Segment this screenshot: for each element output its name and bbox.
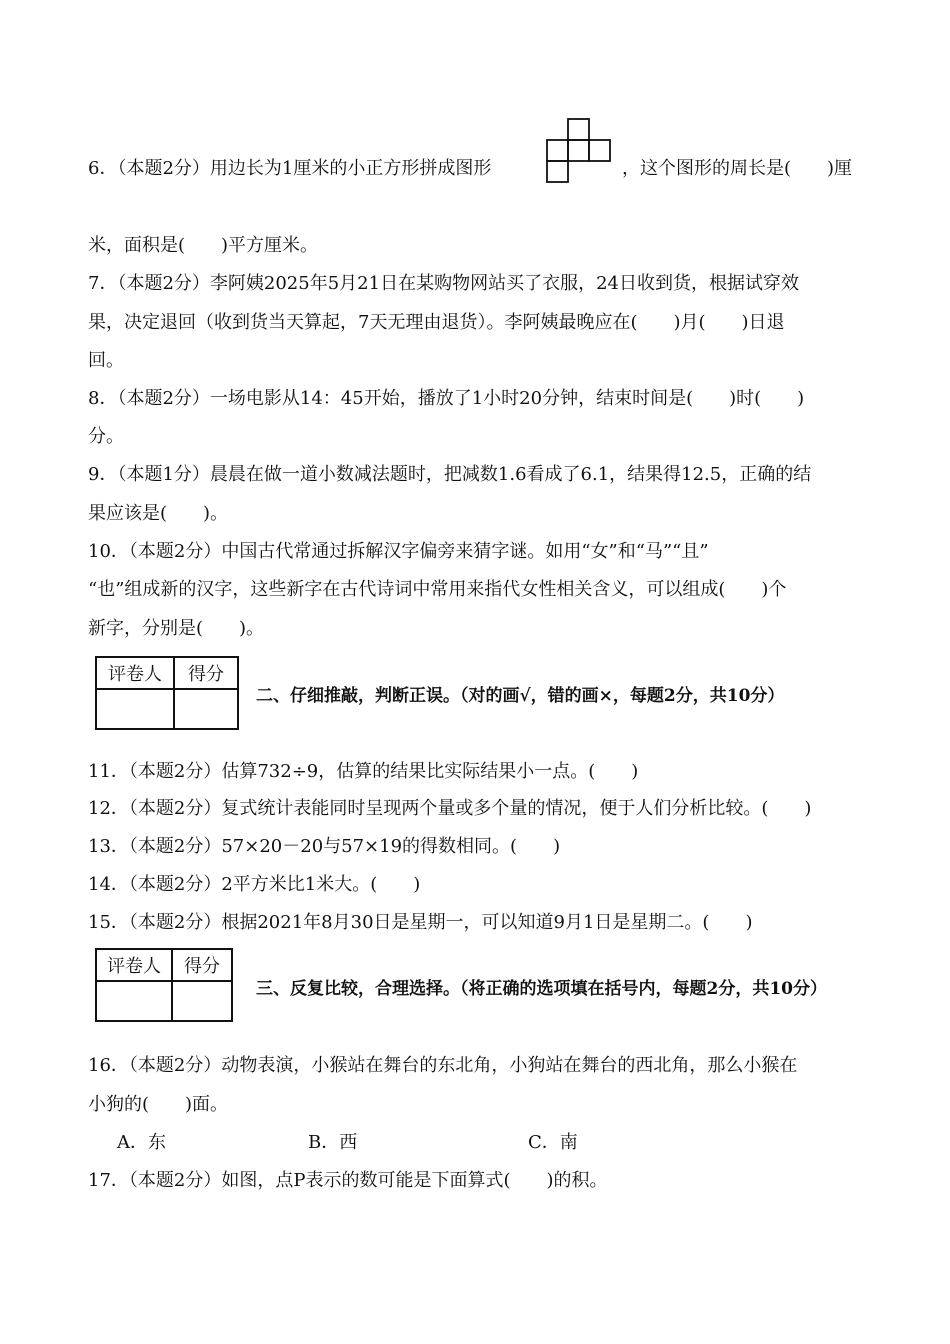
q15: 15．（本题2分）根据2021年8月30日是星期一，可以知道9月1日是星期二。( ) — [88, 912, 753, 933]
reviewer-cell[interactable] — [96, 689, 174, 729]
q9-line1: 9．（本题1分）晨晨在做一道小数减法题时，把减数1.6看成了6.1，结果得12.5，正确的结 — [88, 464, 812, 485]
reviewer-label: 评卷人 — [96, 949, 172, 981]
q6-line1-after: ，这个图形的周长是( )厘 — [622, 158, 853, 179]
q16-option-a[interactable]: A．东 — [117, 1132, 166, 1153]
q16-option-b[interactable]: B．西 — [308, 1132, 358, 1153]
score-cell[interactable] — [172, 981, 232, 1021]
section2-title: 二、仔细推敲，判断正误。（对的画√，错的画×，每题2分，共10分） — [256, 686, 785, 706]
q10-line3: 新字，分别是( )。 — [88, 618, 265, 639]
q13: 13．（本题2分）57×20－20与57×19的得数相同。( ) — [88, 836, 561, 857]
q16-line2: 小狗的( )面。 — [88, 1094, 229, 1115]
q6-line1-before: 6．（本题2分）用边长为1厘米的小正方形拼成图形 — [88, 158, 492, 179]
score-label: 得分 — [172, 949, 232, 981]
q8-line1: 8．（本题2分）一场电影从14：45开始，播放了1小时20分钟，结束时间是( )时( ) — [88, 388, 805, 409]
section2-score-table — [95, 656, 239, 730]
q6-line2: 米，面积是( )平方厘米。 — [88, 235, 319, 256]
score-label: 得分 — [174, 657, 238, 689]
q14: 14．（本题2分）2平方米比1米大。( ) — [88, 874, 421, 895]
score-cell[interactable] — [174, 689, 238, 729]
q10-line2: “也”组成新的汉字，这些新字在古代诗词中常用来指代女性相关含义，可以组成( )个 — [88, 579, 787, 600]
q11: 11．（本题2分）估算732÷9，估算的结果比实际结果小一点。( ) — [88, 761, 639, 782]
q16-option-c[interactable]: C．南 — [528, 1132, 578, 1153]
q7-line2: 果，决定退回（收到货当天算起，7天无理由退货）。李阿姨最晚应在( )月( )日退 — [88, 312, 785, 333]
reviewer-cell[interactable] — [96, 981, 172, 1021]
q7-line1: 7．（本题2分）李阿姨2025年5月21日在某购物网站买了衣服，24日收到货，根据试穿效 — [88, 273, 799, 294]
q16-line1: 16．（本题2分）动物表演，小猴站在舞台的东北角，小狗站在舞台的西北角，那么小猴在 — [88, 1055, 798, 1076]
section3-score-table — [95, 948, 233, 1022]
q9-line2: 果应该是( )。 — [88, 503, 229, 524]
reviewer-label: 评卷人 — [96, 657, 174, 689]
q8-line2: 分。 — [88, 426, 124, 447]
q7-line3: 回。 — [88, 350, 124, 371]
square-figure-diagram — [546, 118, 614, 188]
section3-title: 三、反复比较，合理选择。（将正确的选项填在括号内，每题2分，共10分） — [256, 979, 827, 999]
q10-line1: 10．（本题2分）中国古代常通过拆解汉字偏旁来猜字谜。如用“女”和“马”“且” — [88, 541, 709, 562]
q17: 17．（本题2分）如图，点P表示的数可能是下面算式( )的积。 — [88, 1170, 608, 1191]
q12: 12．（本题2分）复式统计表能同时呈现两个量或多个量的情况，便于人们分析比较。( ) — [88, 798, 812, 819]
